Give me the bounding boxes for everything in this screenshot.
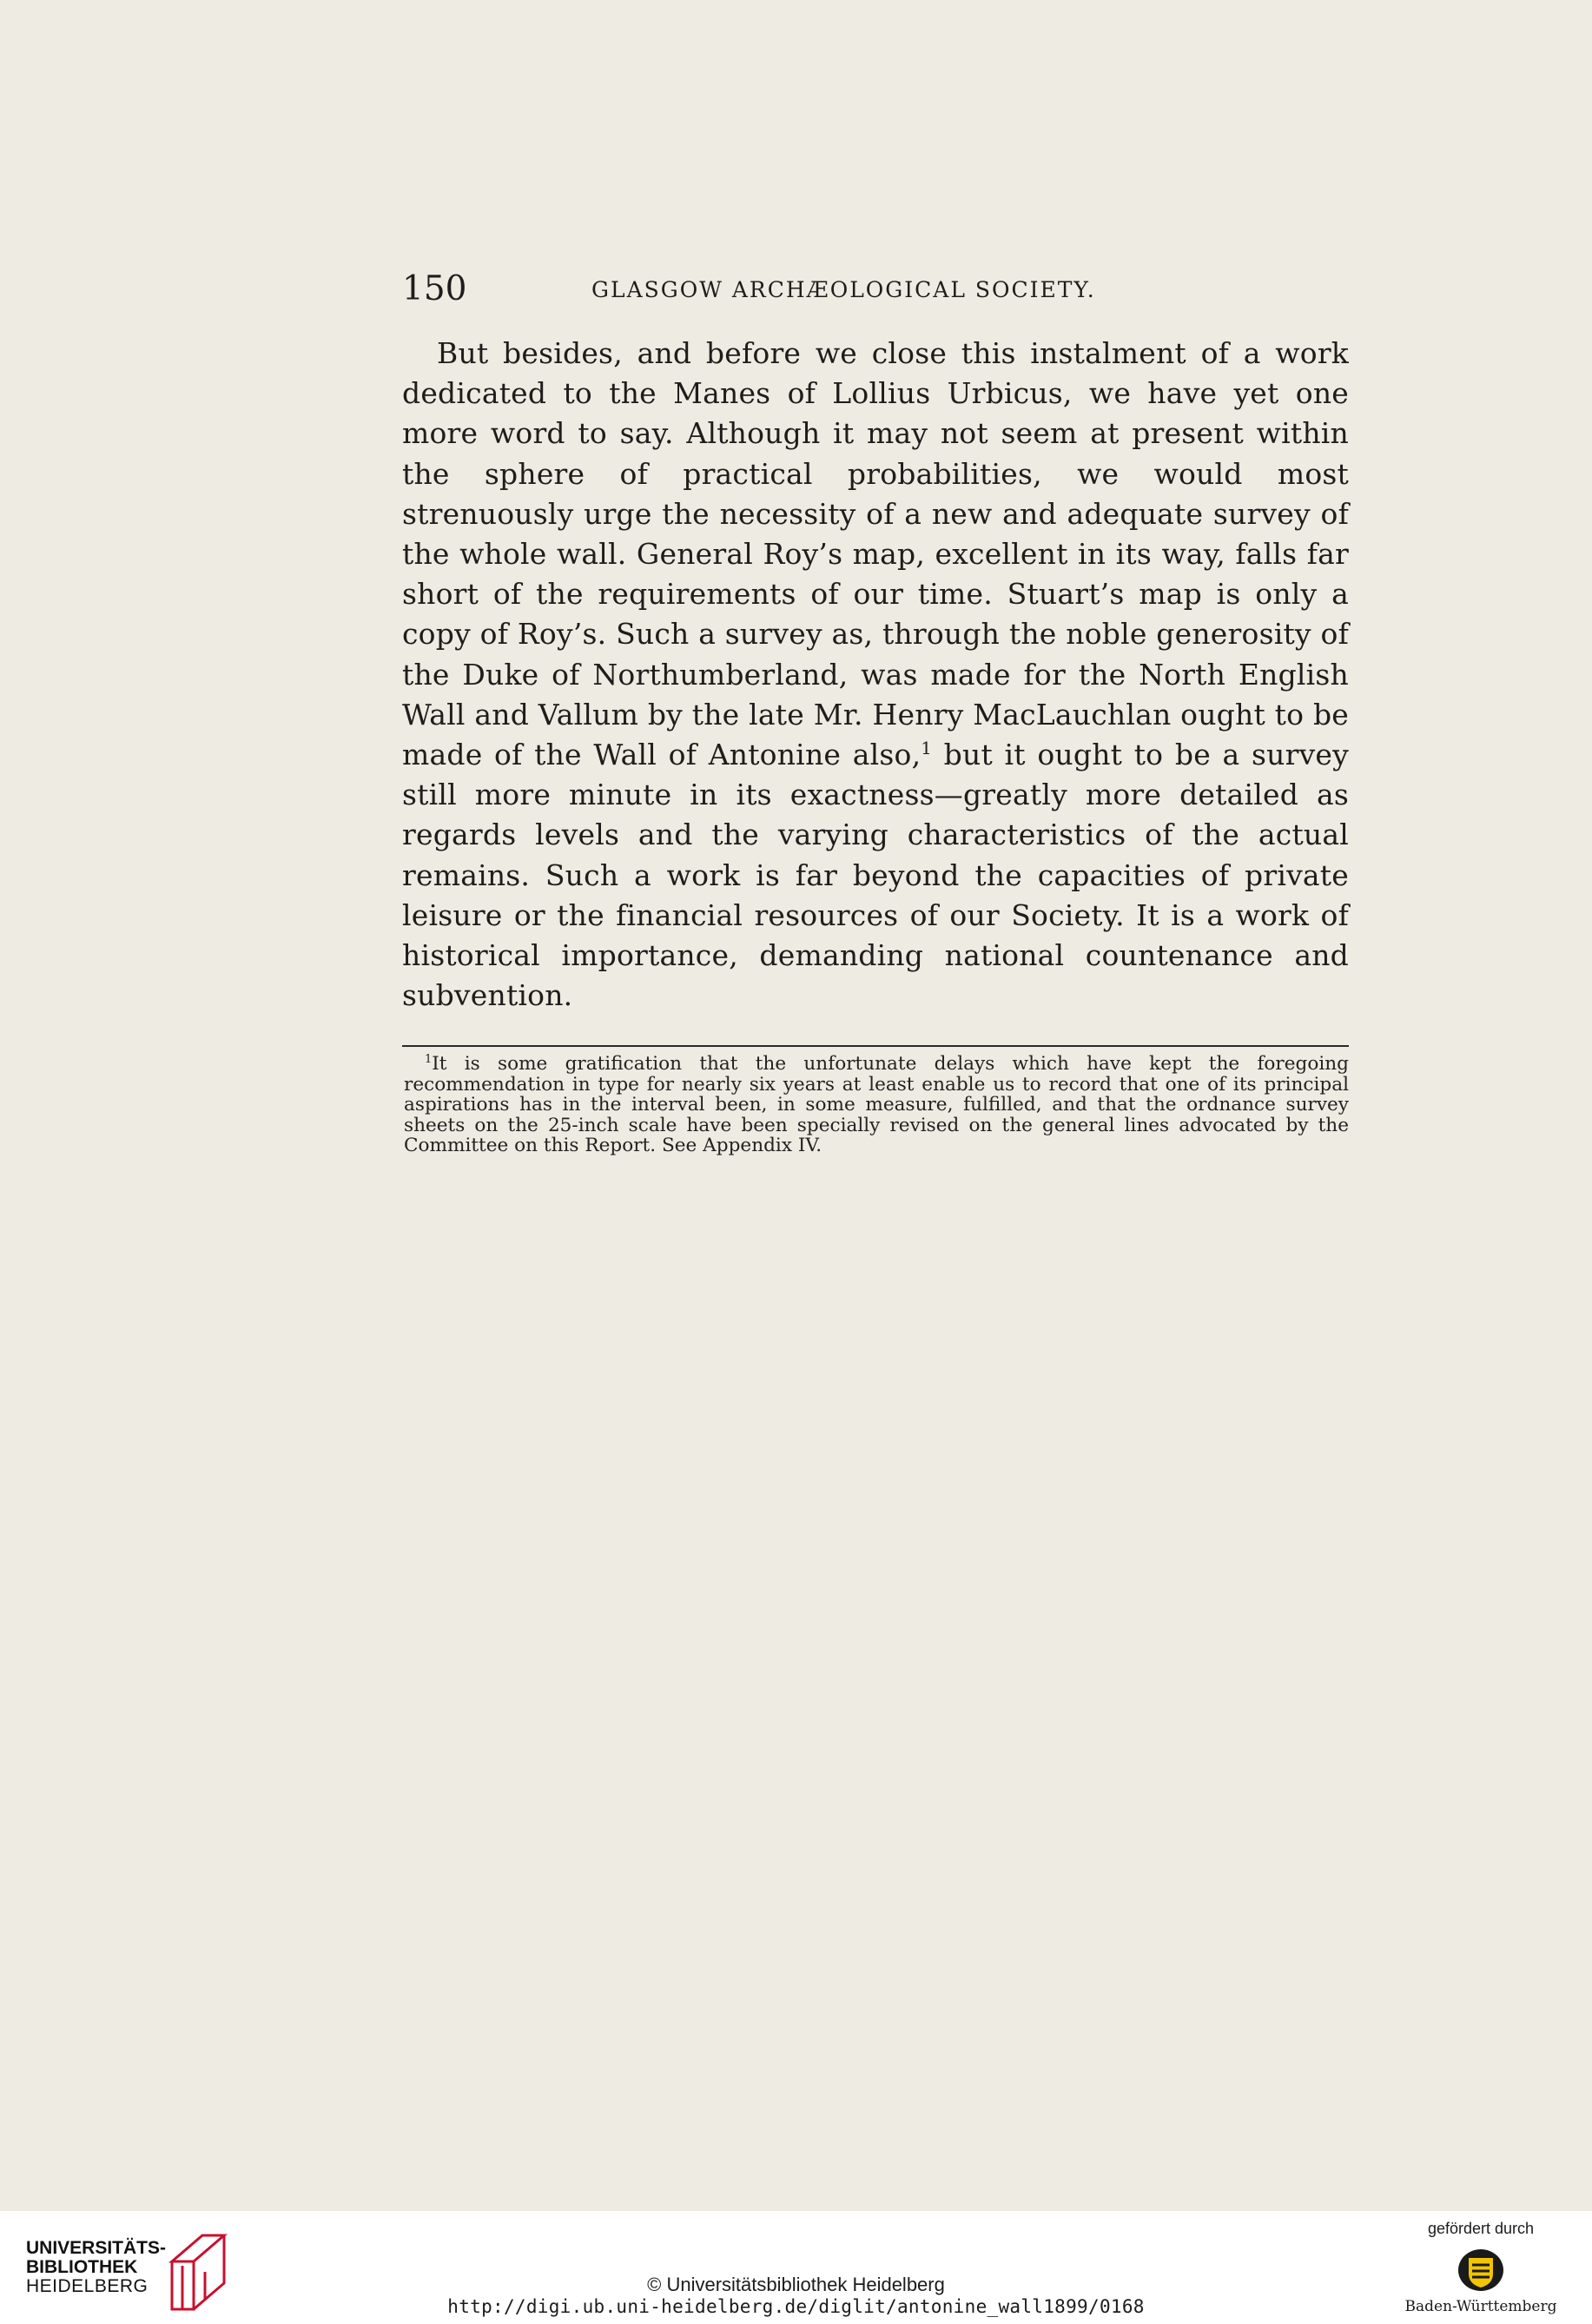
body-text-part-1: But besides, and before we close this instalment of a work dedicated to the Manes of Lollius Urbicus, we have yet one more word to say. Although it may not seem at present within the sphere of practical probabilities, we would most strenuously urge the necessity of a new and adequate survey of the whole wall. General Roy’s map, excellent in its way, falls far short of the requirements of our time. Stuart’s map is only a copy of Roy’s. Such a survey as, through the noble generosity of the Duke of Northumberland, was made for the North English Wall and Vallum by the late Mr. Henry MacLauchlan ought to be made of the Wall of Antonine also,: [402, 336, 1349, 772]
body-paragraph: [402, 334, 1349, 1016]
footer-bar: [0, 2211, 1592, 2324]
page-number: 150: [402, 269, 467, 308]
footnote-reference: 1: [921, 738, 933, 759]
body-text-part-2: but it ought to be a survey still more minute in its exactness—greatly more detailed as regards levels and the varying characteristics of the actual remains. Such a work is far beyond the capacities of private leisure or the financial resources of our Society. It is a work of historical importance, demanding national countenance and subvention.: [402, 738, 1349, 1013]
running-title: GLASGOW ARCHÆOLOGICAL SOCIETY.: [591, 277, 1096, 302]
sponsor-block: [1394, 2220, 1568, 2320]
page-header: [402, 268, 1352, 311]
permalink-url[interactable]: http://digi.ub.uni-heidelberg.de/diglit/antonine_wall1899/0168: [447, 2296, 1145, 2317]
sponsor-name: Baden-Württemberg: [1404, 2298, 1557, 2315]
library-name-line-3: HEIDELBERG: [26, 2276, 149, 2296]
footnote-divider: [402, 1045, 1349, 1047]
copyright-notice: © Universitätsbibliothek Heidelberg: [647, 2274, 945, 2295]
footnote: [404, 1054, 1349, 1156]
library-name-line-2: BIBLIOTHEK: [26, 2257, 138, 2277]
footnote-mark: 1: [425, 1052, 433, 1066]
footnote-text: It is some gratification that the unfortunate delays which have kept the foregoing recommendation in type for nearly six years at least enable us to record that one of its principal aspirations has in the interval been, in some measure, fulfilled, and that the ordnance survey sheets on the 25-inch scale have been specially revised on the general lines advocated by the Committee on this Report. See Appendix IV.: [404, 1053, 1349, 1156]
library-name-line-1: UNIVERSITÄTS-: [26, 2238, 167, 2258]
coat-of-arms-icon: [1457, 2248, 1505, 2293]
sponsor-label: gefördert durch: [1427, 2220, 1535, 2237]
